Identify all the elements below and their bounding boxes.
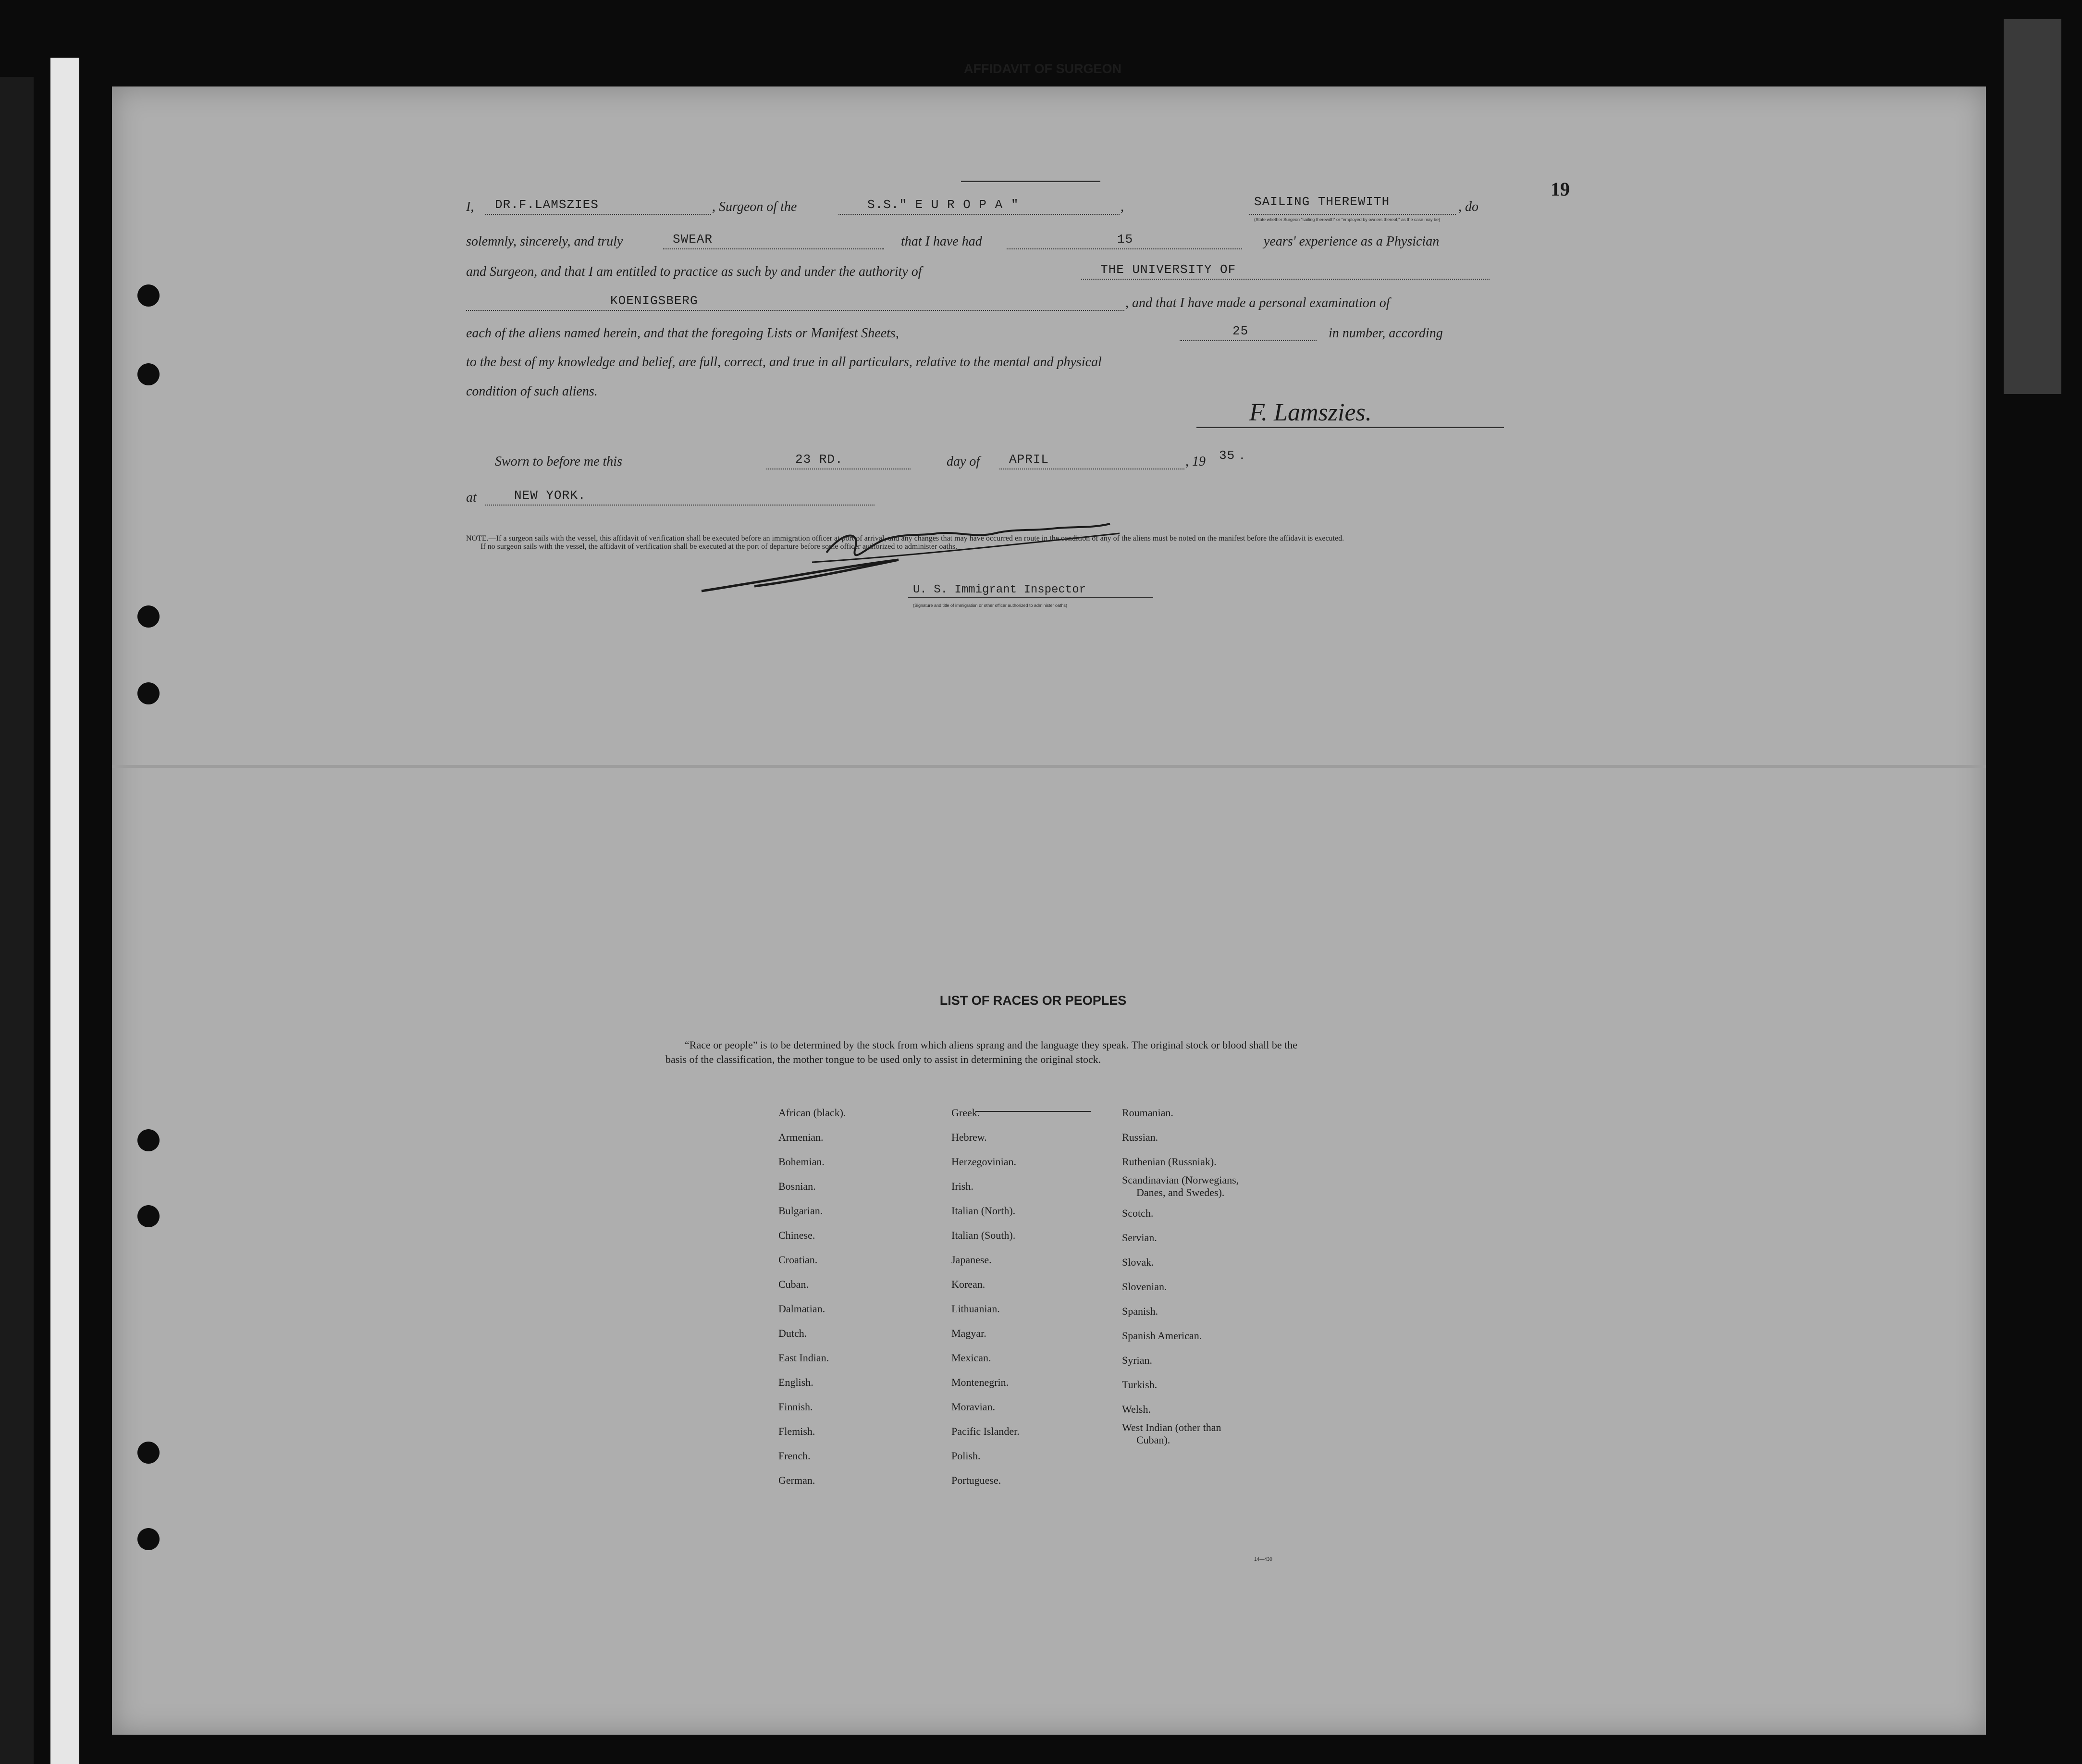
film-edge-right	[2004, 19, 2061, 394]
punch-hole	[137, 682, 160, 704]
race-item: Chinese.	[778, 1229, 815, 1241]
race-item: Italian (South).	[951, 1229, 1016, 1241]
races-intro: “Race or people” is to be determined by the stock from which aliens sprang and the language they speak. The original stock or blood shall be the basis of the classification, the mother tongue to be used only to assist in determining the original stock.	[665, 1039, 1297, 1065]
race-item: Spanish American.	[1122, 1330, 1202, 1342]
races-column-3	[1122, 1100, 1239, 1448]
place-line: at NEW YORK.	[466, 485, 1518, 509]
race-item: Armenian.	[778, 1131, 824, 1143]
punch-hole	[137, 284, 160, 307]
race-item: Dutch.	[778, 1327, 807, 1339]
affidavit-note: NOTE.—If a surgeon sails with the vessel, this affidavit of verification shall be executed before an immigration officer at port of arrival, and any changes that may have occurred en route in the condition of any of the aliens must be noted on the manifest before the affidavit is executed. If no surgeon sails with the vessel, the affidavit of verification shall be executed at the port of departure before some officer authorized to administer oaths.	[466, 534, 1344, 551]
race-item: German.	[778, 1474, 815, 1486]
race-item: Slovenian.	[1122, 1281, 1167, 1293]
binder-strip	[50, 58, 79, 1764]
officer-hint: (Signature and title of immigration or other officer authorized to administer oaths)	[913, 603, 1067, 608]
race-item: Dalmatian.	[778, 1303, 825, 1315]
race-item: Syrian.	[1122, 1354, 1152, 1366]
race-item: Polish.	[951, 1450, 981, 1462]
sworn-day-field: 23 RD.	[766, 449, 911, 469]
race-item: Welsh.	[1122, 1403, 1151, 1415]
punch-hole	[137, 605, 160, 628]
race-item: Cuban.	[778, 1278, 809, 1290]
oath-field: SWEAR	[663, 229, 884, 249]
race-item: Magyar.	[951, 1327, 986, 1339]
race-item: Ruthenian (Russniak).	[1122, 1156, 1217, 1168]
race-item: Irish.	[951, 1180, 973, 1192]
race-item: Turkish.	[1122, 1379, 1158, 1391]
race-item: Flemish.	[778, 1425, 815, 1437]
status-hint: (State whether Surgeon "sailing therewith" or "employed by owners thereof," as the case may be)	[1254, 217, 1440, 222]
race-item: African (black).	[778, 1107, 846, 1119]
vessel-field: S.S." E U R O P A "	[838, 195, 1120, 215]
race-item: Montenegrin.	[951, 1376, 1009, 1388]
race-item: Moravian.	[951, 1401, 996, 1413]
races-title: LIST OF RACES OR PEOPLES	[939, 993, 1127, 1008]
race-item: English.	[778, 1376, 813, 1388]
affidavit-line-1: I, DR.F.LAMSZIES , Surgeon of the S.S." E U R O P A " , SAILING THEREWITH , do	[466, 195, 1478, 214]
film-edge-left	[0, 77, 34, 1764]
page-number: 19	[1551, 178, 1570, 200]
race-item: Mexican.	[951, 1352, 991, 1364]
punch-hole	[137, 1528, 160, 1550]
race-item: Servian.	[1122, 1232, 1157, 1244]
race-item: Korean.	[951, 1278, 986, 1290]
race-item: Spanish.	[1122, 1305, 1158, 1317]
surgeon-name-field: DR.F.LAMSZIES	[485, 195, 711, 215]
punch-hole	[137, 1205, 160, 1227]
race-item: Roumanian.	[1122, 1107, 1173, 1119]
affidavit-line-3: and Surgeon, and that I am entitled to practice as such by and under the authority of THE UNIVERSITY OF	[466, 259, 1518, 284]
race-item: East Indian.	[778, 1352, 829, 1364]
sworn-month-field: APRIL	[999, 449, 1184, 469]
race-item: French.	[778, 1450, 811, 1462]
race-item: Bosnian.	[778, 1180, 816, 1192]
race-item: Russian.	[1122, 1131, 1158, 1143]
affidavit-line-2: solemnly, sincerely, and truly SWEAR that I have had 15 years' experience as a Physician	[466, 229, 1518, 253]
page-fold-line	[112, 765, 1986, 768]
authority-field-1: THE UNIVERSITY OF	[1081, 259, 1490, 280]
affidavit-line-6: to the best of my knowledge and belief, are full, correct, and true in all particulars, relative to the mental and physical	[466, 355, 1102, 370]
race-item: Japanese.	[951, 1254, 992, 1266]
officer-title-line: U. S. Immigrant Inspector	[908, 583, 1153, 598]
race-item: Scandinavian (Norwegians, Danes, and Swedes).	[1122, 1174, 1239, 1198]
affidavit-line-5: each of the aliens named herein, and that the foregoing Lists or Manifest Sheets, 25 in number, according	[466, 321, 1518, 345]
race-item: Pacific Islander.	[951, 1425, 1020, 1437]
affidavit-title: AFFIDAVIT OF SURGEON	[964, 62, 1121, 76]
race-item: Portuguese.	[951, 1474, 1001, 1486]
form-number: 14—430	[1254, 1557, 1272, 1562]
race-item: Greek.	[951, 1107, 980, 1119]
race-item: West Indian (other than Cuban).	[1122, 1421, 1221, 1446]
race-item: Herzegovinian.	[951, 1156, 1016, 1168]
race-item: Hebrew.	[951, 1131, 987, 1143]
race-item: Scotch.	[1122, 1207, 1154, 1219]
race-item: Bulgarian.	[778, 1205, 823, 1217]
surgeon-status-field: SAILING THEREWITH	[1249, 195, 1456, 215]
sworn-line: Sworn to before me this 23 RD. day of APRIL , 19 35 .	[495, 447, 1244, 469]
punch-hole	[137, 1442, 160, 1464]
years-field: 15	[1007, 229, 1242, 249]
races-column-1	[778, 1100, 846, 1493]
punch-hole	[137, 1129, 160, 1151]
affidavit-line-7: condition of such aliens.	[466, 384, 598, 399]
punch-hole	[137, 363, 160, 385]
surgeon-signature: F. Lamszies.	[1196, 398, 1504, 428]
authority-field-2: KOENIGSBERG	[466, 291, 1124, 311]
sworn-year: 35	[1219, 448, 1235, 463]
race-item: Bohemian.	[778, 1156, 825, 1168]
race-item: Italian (North).	[951, 1205, 1016, 1217]
races-column-2	[951, 1100, 1020, 1493]
race-item: Slovak.	[1122, 1256, 1154, 1268]
race-item: Finnish.	[778, 1401, 813, 1413]
affidavit-line-4: KOENIGSBERG , and that I have made a personal examination of	[466, 291, 1518, 315]
place-field: NEW YORK.	[485, 485, 875, 506]
sheets-field: 25	[1180, 321, 1317, 341]
race-item: Lithuanian.	[951, 1303, 1000, 1315]
race-item: Croatian.	[778, 1254, 818, 1266]
title-underline	[961, 181, 1100, 182]
